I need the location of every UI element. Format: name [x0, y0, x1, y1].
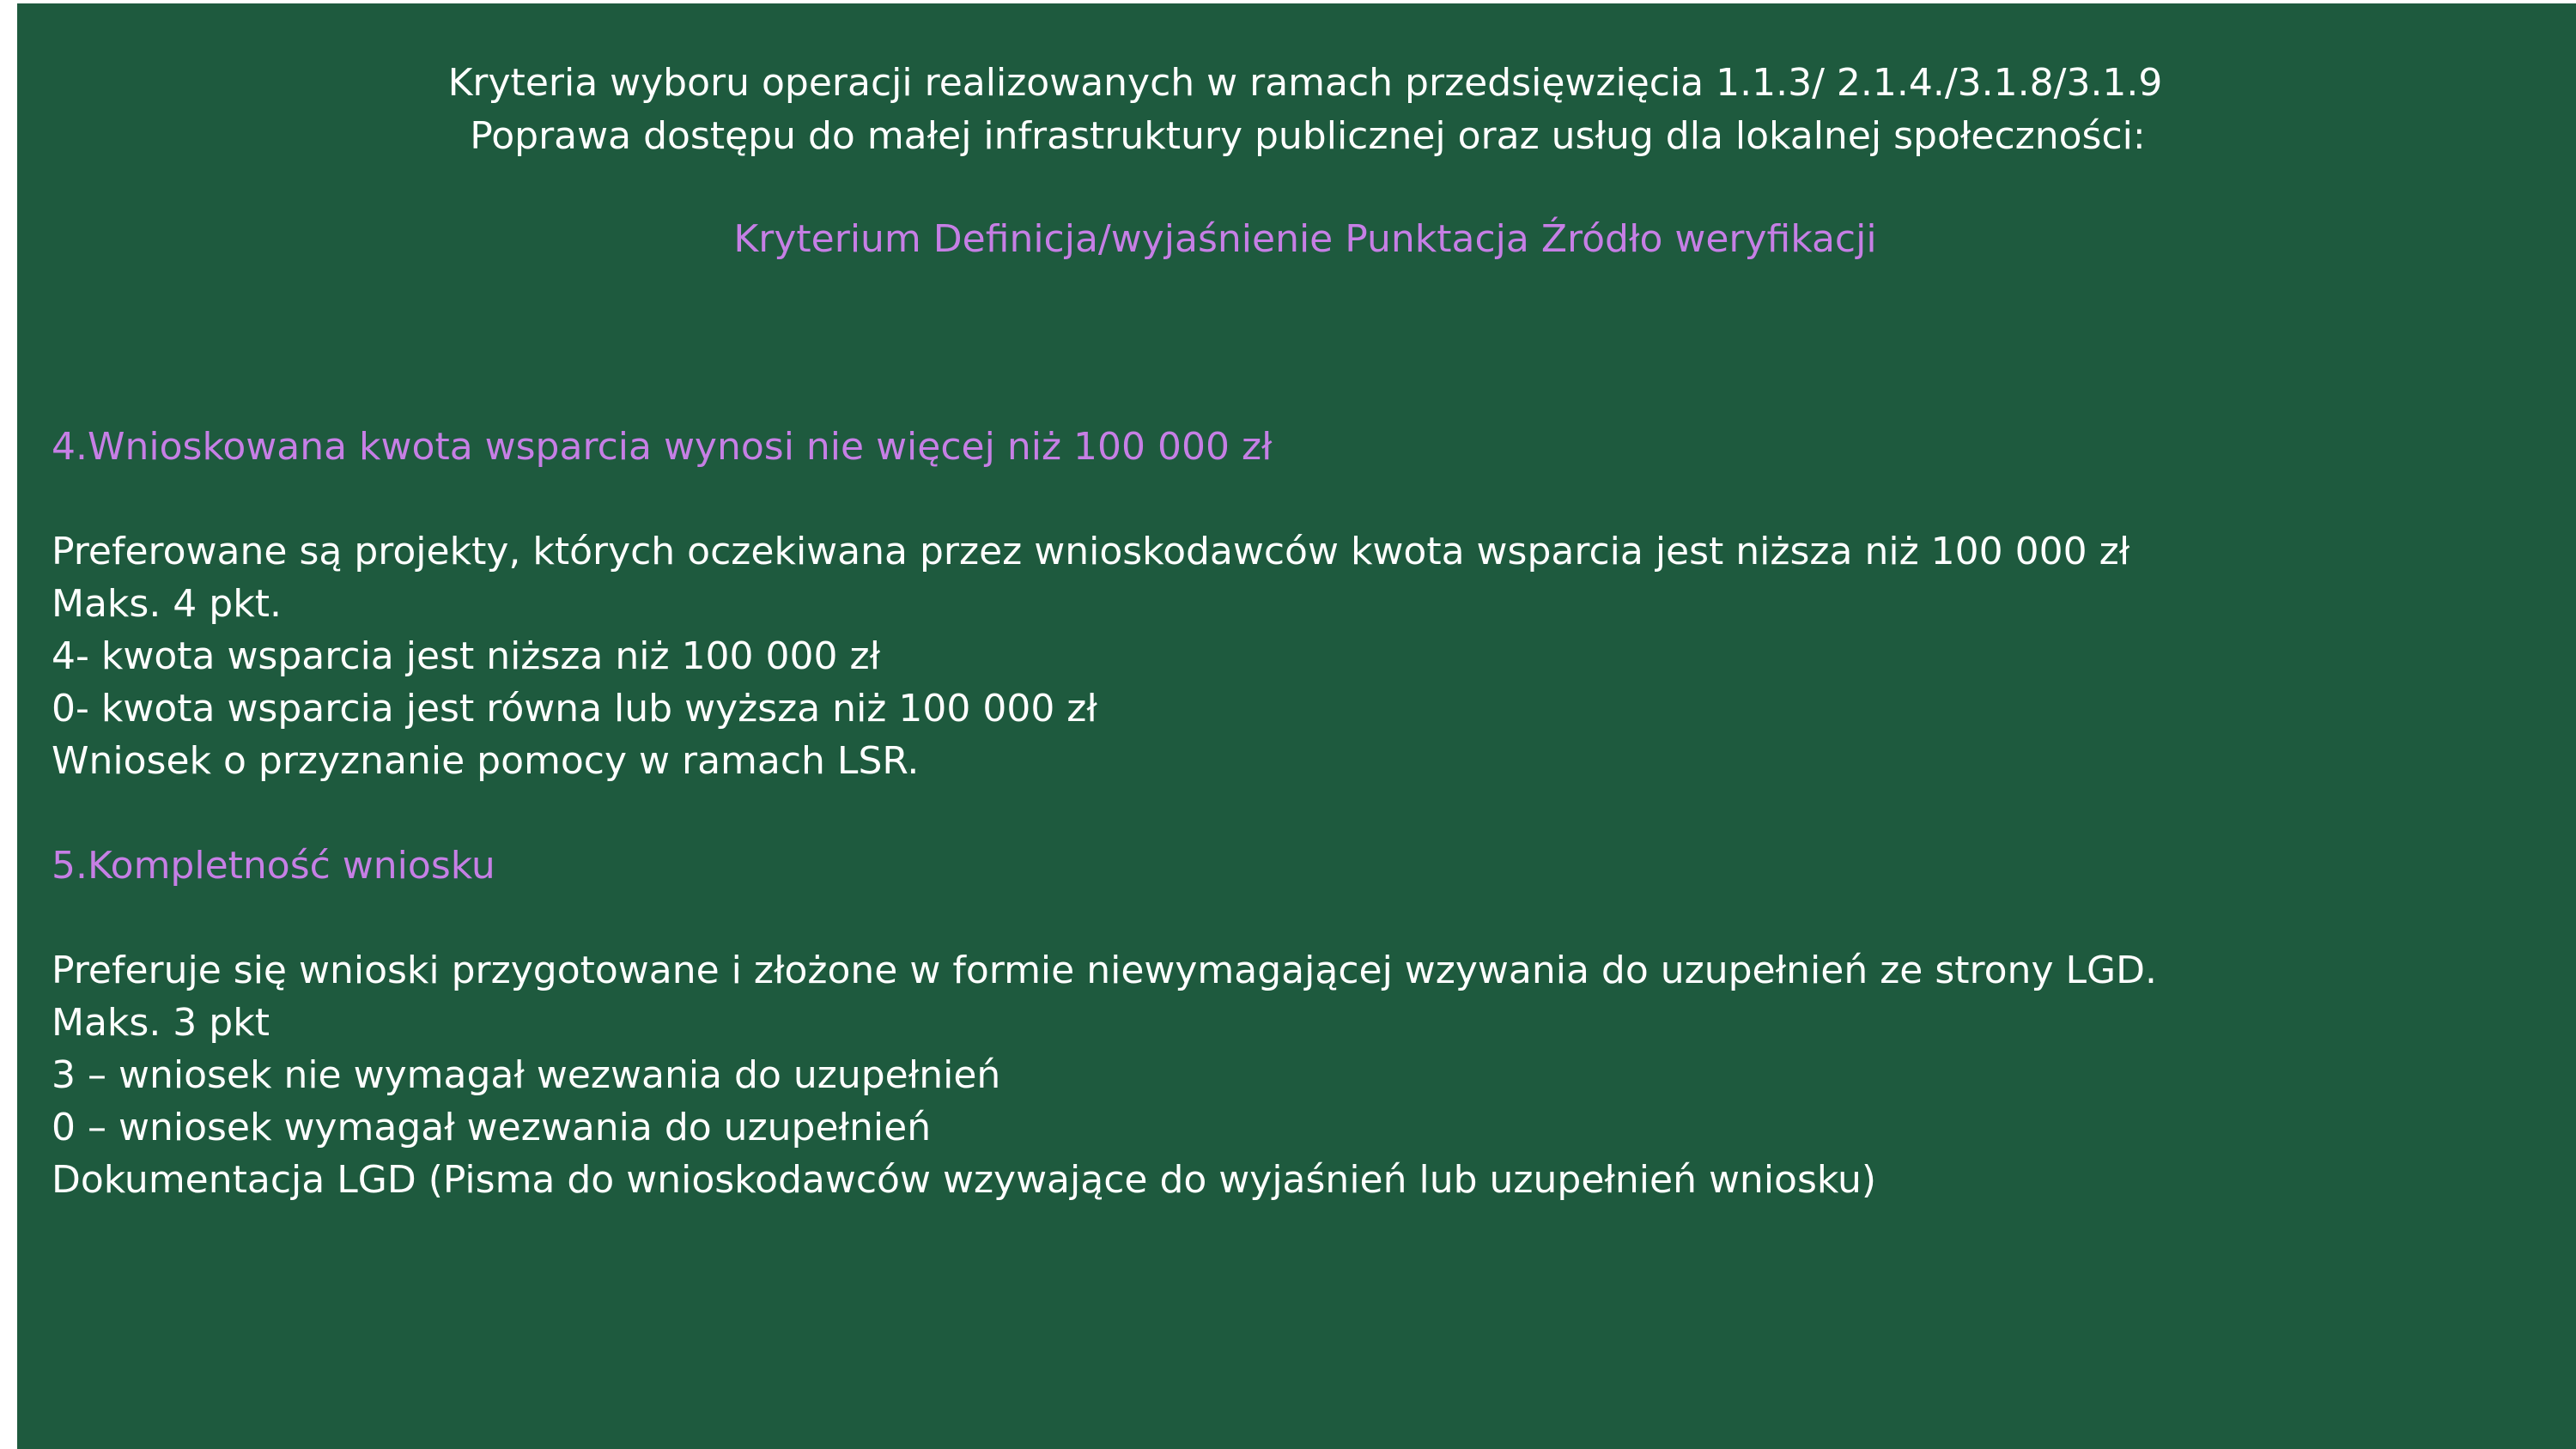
column-headings: Kryterium Definicja/wyjaśnienie Punktacja Źródło weryfikacji: [733, 217, 1877, 261]
criterion-5: [52, 840, 2542, 1206]
criteria-list: [52, 421, 2542, 1206]
criterion-definition: Preferuje się wnioski przygotowane i złożone w formie niewymagającej wzywania do uzupełnień ze strony LGD.: [52, 949, 2157, 992]
criterion-verification-source: Wniosek o przyznanie pomocy w ramach LSR.: [52, 739, 920, 783]
criterion-max-points: Maks. 3 pkt: [52, 1001, 270, 1045]
criterion-title: 4.Wnioskowana kwota wsparcia wynosi nie więcej niż 100 000 zł: [52, 425, 1273, 469]
slide-header: [17, 57, 2576, 163]
criterion-definition: Preferowane są projekty, których oczekiwana przez wnioskodawców kwota wsparcia jest niższa niż 100 000 zł: [52, 530, 2130, 573]
criterion-score-option: 4- kwota wsparcia jest niższa niż 100 000 zł: [52, 634, 881, 678]
criterion-max-points: Maks. 4 pkt.: [52, 582, 282, 626]
criterion-score-option: 3 – wniosek nie wymagał wezwania do uzupełnień: [52, 1053, 1001, 1097]
criterion-score-option: 0 – wniosek wymagał wezwania do uzupełnień: [52, 1106, 932, 1149]
criterion-title: 5.Kompletność wniosku: [52, 844, 495, 888]
header-title: Kryteria wyboru operacji realizowanych w ramach przedsięwzięcia 1.1.3/ 2.1.4./3.1.8/3.1.9: [447, 61, 2163, 105]
criterion-verification-source: Dokumentacja LGD (Pisma do wnioskodawców wzywające do wyjaśnień lub uzupełnień wniosku): [52, 1158, 1877, 1202]
criterion-4: [52, 421, 2542, 787]
criterion-score-option: 0- kwota wsparcia jest równa lub wyższa niż 100 000 zł: [52, 687, 1097, 731]
slide: [17, 3, 2576, 1449]
header-subtitle: Poprawa dostępu do małej infrastruktury publicznej oraz usług dla lokalnej społeczności:: [470, 114, 2146, 158]
